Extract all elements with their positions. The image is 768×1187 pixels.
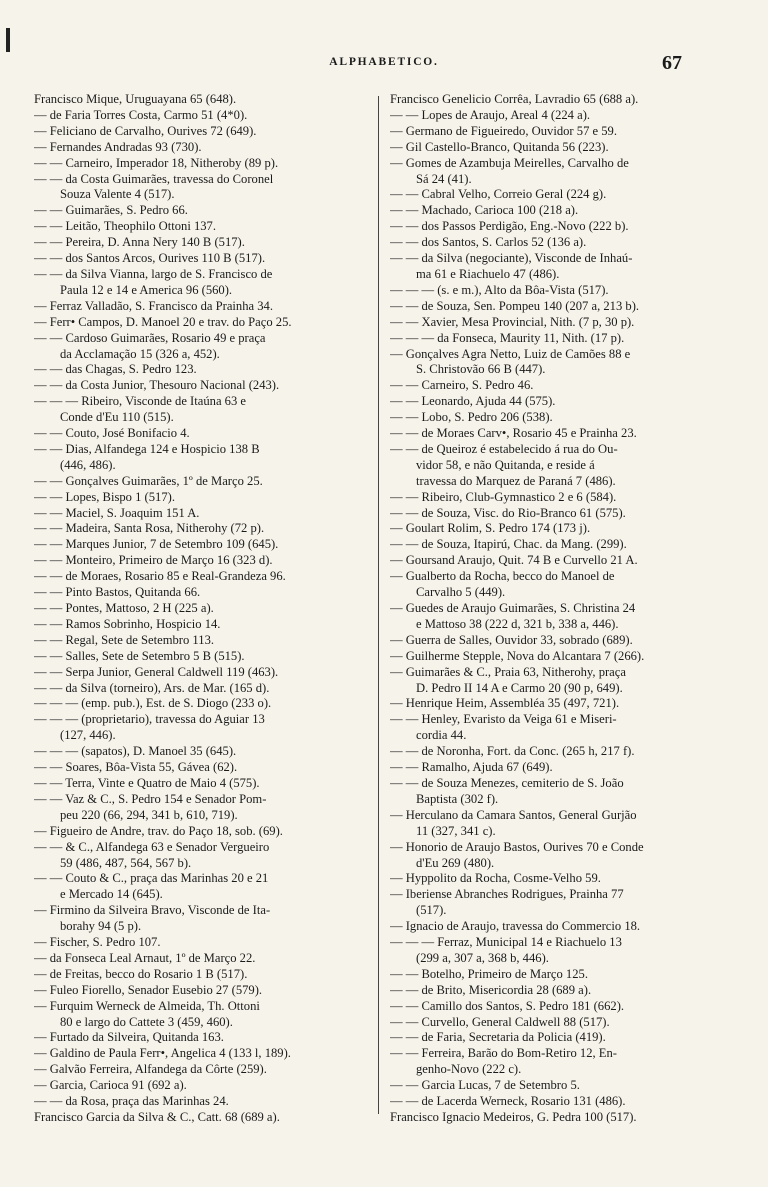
directory-entry: — Herculano da Camara Santos, General Gurjão xyxy=(390,807,637,822)
directory-entry: — — Serpa Junior, General Caldwell 119 (463). xyxy=(34,664,279,679)
directory-entry: — — Madeira, Santa Rosa, Nitherohy (72 p). xyxy=(34,521,265,536)
directory-entry: — Gualberto da Rocha, becco do Manoel de xyxy=(390,569,615,584)
directory-entry: — — Vaz & C., S. Pedro 154 e Senador Pom- xyxy=(34,791,267,806)
column-divider xyxy=(378,96,379,1114)
directory-entry: — — Botelho, Primeiro de Março 125. xyxy=(390,966,588,981)
directory-entry: — — da Silva Vianna, largo de S. Francisco de xyxy=(34,266,273,281)
directory-entry: — — — Ferraz, Municipal 14 e Riachuelo 13 xyxy=(390,935,622,950)
directory-entry: — Goulart Rolim, S. Pedro 174 (173 j). xyxy=(390,521,591,536)
directory-entry: — — Dias, Alfandega 124 e Hospicio 138 B xyxy=(34,441,260,456)
directory-entry: — Galdino de Paula Ferr•, Angelica 4 (133 l, 189). xyxy=(34,1046,291,1061)
directory-entry: — Ferr• Campos, D. Manoel 20 e trav. do Paço 25. xyxy=(34,314,292,329)
directory-entry: Souza Valente 4 (517). xyxy=(60,187,175,202)
directory-entry: — — Carneiro, S. Pedro 46. xyxy=(390,378,534,393)
directory-entry: — — de Queiroz é estabelecido á rua do Ou- xyxy=(390,441,618,456)
directory-entry: vidor 58, e não Quitanda, e reside á xyxy=(416,457,595,472)
directory-entry: — — Salles, Sete de Setembro 5 B (515). xyxy=(34,648,245,663)
directory-entry: — — Ferreira, Barão do Bom-Retiro 12, En- xyxy=(390,1046,617,1061)
directory-entry: — — Lopes de Araujo, Areal 4 (224 a). xyxy=(390,107,591,122)
directory-entry: — — Guimarães, S. Pedro 66. xyxy=(34,203,188,218)
directory-entry: — Fischer, S. Pedro 107. xyxy=(34,935,161,950)
directory-entry: — Gomes de Azambuja Meirelles, Carvalho de xyxy=(390,155,629,170)
directory-entry: D. Pedro II 14 A e Carmo 20 (90 p, 649). xyxy=(416,680,623,695)
directory-entry: — — Leonardo, Ajuda 44 (575). xyxy=(390,394,556,409)
directory-entry: — — Ramalho, Ajuda 67 (649). xyxy=(390,760,553,775)
directory-entry: — — da Costa Guimarães, travessa do Coronel xyxy=(34,171,274,186)
directory-entry: — — Curvello, General Caldwell 88 (517). xyxy=(390,1014,610,1029)
directory-entry: peu 220 (66, 294, 341 b, 610, 719). xyxy=(60,807,238,822)
directory-entry: — — da Rosa, praça das Marinhas 24. xyxy=(34,1094,229,1109)
directory-entry: (299 a, 307 a, 368 b, 446). xyxy=(416,950,549,965)
directory-entry: — da Fonseca Leal Arnaut, 1º de Março 22. xyxy=(34,950,256,965)
page-number: 67 xyxy=(662,52,682,74)
directory-entry: d'Eu 269 (480). xyxy=(416,855,495,870)
directory-entry: — Hyppolito da Rocha, Cosme-Velho 59. xyxy=(390,871,601,886)
directory-entry: — Galvão Ferreira, Alfandega da Côrte (259). xyxy=(34,1062,267,1077)
directory-entry: — — Cardoso Guimarães, Rosario 49 e praça xyxy=(34,330,266,345)
directory-entry: Francisco Garcia da Silva & C., Catt. 68 (689 a). xyxy=(34,1110,280,1124)
directory-entry: — — Henley, Evaristo da Veiga 61 e Miseri- xyxy=(390,712,617,727)
directory-entry: — — da Costa Junior, Thesouro Nacional (243). xyxy=(34,378,280,393)
directory-entry: — — Regal, Sete de Setembro 113. xyxy=(34,632,215,647)
directory-entry: — — — (proprietario), travessa do Aguiar 13 xyxy=(34,712,265,727)
directory-entry: da Acclamação 15 (326 a, 452). xyxy=(60,346,220,361)
directory-entry: (446, 486). xyxy=(60,457,116,472)
directory-entry: — — Garcia Lucas, 7 de Setembro 5. xyxy=(390,1078,580,1093)
directory-entry: — — Monteiro, Primeiro de Março 16 (323 d). xyxy=(34,553,273,568)
directory-entry: — — da Silva (torneiro), Ars. de Mar. (165 d). xyxy=(34,680,270,695)
directory-entry: — — Maciel, S. Joaquim 151 A. xyxy=(34,505,200,520)
directory-entry: — — de Souza, Visc. do Rio-Branco 61 (575). xyxy=(390,505,626,520)
directory-entry: — — de Faria, Secretaria da Policia (419). xyxy=(390,1030,606,1045)
directory-entry: — — de Souza, Sen. Pompeu 140 (207 a, 213 b). xyxy=(390,298,640,313)
directory-entry: — — Ribeiro, Club-Gymnastico 2 e 6 (584). xyxy=(390,489,617,504)
directory-entry: — Gonçalves Agra Netto, Luiz de Camões 88 e xyxy=(390,346,631,361)
directory-entry: 11 (327, 341 c). xyxy=(416,823,496,838)
directory-entry: — Guerra de Salles, Ouvidor 33, sobrado (689). xyxy=(390,632,633,647)
directory-entry: — — da Silva (negociante), Visconde de Inhaú- xyxy=(390,251,633,266)
directory-entry: — — de Moraes Carv•, Rosario 45 e Prainha 23. xyxy=(390,426,637,441)
directory-entry: — — — (s. e m.), Alto da Bôa-Vista (517). xyxy=(390,282,609,297)
directory-entry: — — Pontes, Mattoso, 2 H (225 a). xyxy=(34,601,214,615)
directory-entry: — — de Noronha, Fort. da Conc. (265 h, 217 f). xyxy=(390,744,635,759)
directory-entry: — Firmino da Silveira Bravo, Visconde de Ita- xyxy=(34,903,271,918)
directory-entry: — Furquim Werneck de Almeida, Th. Ottoni xyxy=(34,998,260,1013)
directory-entry: — — das Chagas, S. Pedro 123. xyxy=(34,362,197,377)
directory-entry: — — — (emp. pub.), Est. de S. Diogo (233 o). xyxy=(34,696,272,711)
directory-entry: — — — (sapatos), D. Manoel 35 (645). xyxy=(34,744,237,759)
directory-entry: e Mattoso 38 (222 d, 321 b, 338 a, 446). xyxy=(416,616,619,631)
directory-entry: — — de Brito, Misericordia 28 (689 a). xyxy=(390,982,592,997)
directory-entry: — Garcia, Carioca 91 (692 a). xyxy=(34,1078,187,1093)
directory-entry: S. Christovão 66 B (447). xyxy=(416,362,546,377)
directory-entry: — — Marques Junior, 7 de Setembro 109 (645). xyxy=(34,537,279,552)
directory-entry: — Ferraz Valladão, S. Francisco da Prainha 34. xyxy=(34,298,273,313)
margin-mark xyxy=(6,28,10,52)
directory-entry: — — de Souza Menezes, cemiterio de S. João xyxy=(390,775,624,790)
directory-entry: — Fernandes Andradas 93 (730). xyxy=(34,139,202,154)
left-column xyxy=(34,92,368,1126)
directory-entry: 80 e largo do Cattete 3 (459, 460). xyxy=(60,1014,233,1029)
directory-entry: Baptista (302 f). xyxy=(416,791,499,806)
directory-entry: — — Couto & C., praça das Marinhas 20 e 21 xyxy=(34,871,269,886)
directory-entry: — de Freitas, becco do Rosario 1 B (517). xyxy=(34,966,248,981)
directory-entry: — — Cabral Velho, Correio Geral (224 g). xyxy=(390,187,607,202)
directory-entry: — — Couto, José Bonifacio 4. xyxy=(34,426,190,441)
directory-entry: Francisco Mique, Uruguayana 65 (648). xyxy=(34,92,237,106)
directory-entry: Conde d'Eu 110 (515). xyxy=(60,410,174,425)
directory-entry: — — Ramos Sobrinho, Hospicio 14. xyxy=(34,616,221,631)
directory-entry: (517). xyxy=(416,903,447,918)
directory-entry: — Fuleo Fiorello, Senador Eusebio 27 (579). xyxy=(34,982,263,997)
directory-entry: — Feliciano de Carvalho, Ourives 72 (649). xyxy=(34,123,257,138)
directory-entry: — — dos Santos, S. Carlos 52 (136 a). xyxy=(390,235,587,250)
directory-entry: e Mercado 14 (645). xyxy=(60,887,163,902)
directory-entry: — — Terra, Vinte e Quatro de Maio 4 (575). xyxy=(34,775,260,790)
directory-entry: Paula 12 e 14 e America 96 (560). xyxy=(60,282,233,297)
page-header xyxy=(0,52,768,76)
right-column xyxy=(390,92,720,1126)
directory-entry: Francisco Ignacio Medeiros, G. Pedra 100 (517). xyxy=(390,1110,637,1124)
directory-entry: Carvalho 5 (449). xyxy=(416,585,506,600)
directory-entry: — Ignacio de Araujo, travessa do Commercio 18. xyxy=(390,919,641,934)
directory-entry: — — Camillo dos Santos, S. Pedro 181 (662). xyxy=(390,998,625,1013)
directory-entry: — — Soares, Bôa-Vista 55, Gávea (62). xyxy=(34,760,238,775)
directory-entry: — Guedes de Araujo Guimarães, S. Christina 24 xyxy=(390,601,636,615)
directory-entry: borahy 94 (5 p). xyxy=(60,919,142,934)
directory-entry: — Guimarães & C., Praia 63, Nitherohy, praça xyxy=(390,664,626,679)
directory-entry: ma 61 e Riachuelo 47 (486). xyxy=(416,266,560,281)
directory-entry: — — & C., Alfandega 63 e Senador Vergueiro xyxy=(34,839,270,854)
directory-entry: — — de Souza, Itapirú, Chac. da Mang. (299). xyxy=(390,537,627,552)
directory-entry: — — Lopes, Bispo 1 (517). xyxy=(34,489,175,504)
directory-entry: — Goursand Araujo, Quit. 74 B e Curvello 21 A. xyxy=(390,553,638,568)
directory-entry: — Iberiense Abranches Rodrigues, Prainha 77 xyxy=(390,887,624,902)
directory-entry: — — de Lacerda Werneck, Rosario 131 (486). xyxy=(390,1094,626,1109)
directory-entry: — Henrique Heim, Assembléa 35 (497, 721). xyxy=(390,696,620,711)
directory-entry: — — Leitão, Theophilo Ottoni 137. xyxy=(34,219,217,234)
directory-entry: — Furtado da Silveira, Quitanda 163. xyxy=(34,1030,224,1045)
directory-entry: — Guilherme Stepple, Nova do Alcantara 7 (266). xyxy=(390,648,645,663)
directory-entry: — Gil Castello-Branco, Quitanda 56 (223). xyxy=(390,139,609,154)
directory-entry: cordia 44. xyxy=(416,728,467,743)
directory-entry: — Figueiro de Andre, trav. do Paço 18, sob. (69). xyxy=(34,823,283,838)
directory-entry: 59 (486, 487, 564, 567 b). xyxy=(60,855,192,870)
directory-entry: — — Machado, Carioca 100 (218 a). xyxy=(390,203,579,218)
directory-entry: Francisco Genelicio Corrêa, Lavradio 65 (688 a). xyxy=(390,92,639,106)
directory-entry: — — dos Passos Perdigão, Eng.-Novo (222 b). xyxy=(390,219,629,234)
directory-entry: — — Gonçalves Guimarães, 1º de Março 25. xyxy=(34,473,263,488)
directory-entry: — — Pereira, D. Anna Nery 140 B (517). xyxy=(34,235,245,250)
directory-entry: — Honorio de Araujo Bastos, Ourives 70 e Conde xyxy=(390,839,644,854)
directory-entry: — — — Ribeiro, Visconde de Itaúna 63 e xyxy=(34,394,247,409)
directory-entry: — — Lobo, S. Pedro 206 (538). xyxy=(390,410,553,425)
directory-entry: — — Pinto Bastos, Quitanda 66. xyxy=(34,585,201,600)
directory-entry: — — — da Fonseca, Maurity 11, Nith. (17 p). xyxy=(390,330,625,345)
directory-entry: — — Carneiro, Imperador 18, Nitheroby (89 p). xyxy=(34,155,279,170)
directory-entry: genho-Novo (222 c). xyxy=(416,1062,522,1077)
running-title: ALPHABETICO. xyxy=(329,56,439,68)
directory-entry: (127, 446). xyxy=(60,728,116,743)
directory-entry: — de Faria Torres Costa, Carmo 51 (4*0). xyxy=(34,107,248,122)
directory-entry: travessa do Marquez de Paraná 7 (486). xyxy=(416,473,616,488)
directory-entry: Sá 24 (41). xyxy=(416,171,472,186)
directory-entry: — — Xavier, Mesa Provincial, Nith. (7 p, 30 p). xyxy=(390,314,635,329)
directory-entry: — — de Moraes, Rosario 85 e Real-Grandeza 96. xyxy=(34,569,286,584)
directory-entry: — — dos Santos Arcos, Ourives 110 B (517). xyxy=(34,251,266,266)
directory-entry: — Germano de Figueiredo, Ouvidor 57 e 59. xyxy=(390,123,617,138)
